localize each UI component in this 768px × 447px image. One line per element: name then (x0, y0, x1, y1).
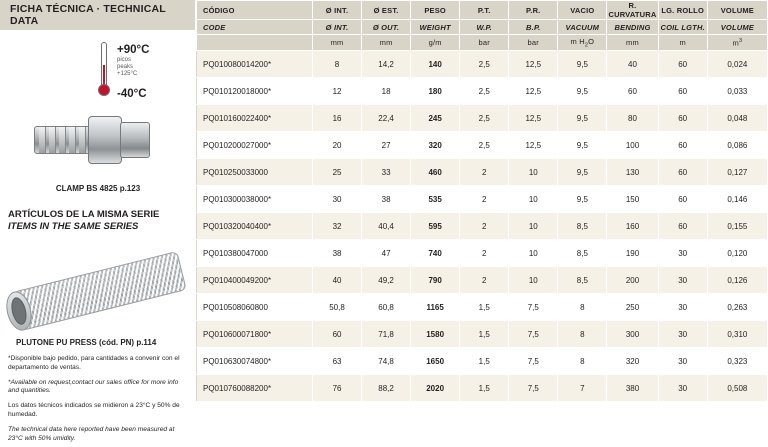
cell-weight: 140 (411, 51, 460, 78)
table-row (197, 159, 768, 186)
cell-out: 18 (362, 78, 411, 105)
th-unit-working-pressure: bar (460, 35, 509, 51)
cell-bending: 80 (607, 105, 658, 132)
cell-coil: 30 (658, 321, 707, 348)
th-code-en: CODE (197, 20, 313, 35)
cell-bp: 12,5 (509, 105, 558, 132)
cell-bp: 12,5 (509, 51, 558, 78)
cell-wp: 1,5 (460, 321, 509, 348)
cell-weight: 535 (411, 186, 460, 213)
th-unit-vacuum: m $H_2O$ (558, 35, 607, 51)
header-row-es (197, 1, 768, 20)
cell-vacuum: 9,5 (558, 159, 607, 186)
cell-volume: 0,127 (707, 159, 767, 186)
cell-bending: 130 (607, 159, 658, 186)
cell-weight: 1650 (411, 348, 460, 375)
page-title: FICHA TÉCNICA · TECHNICAL DATA (10, 3, 166, 27)
cell-volume: 0,048 (707, 105, 767, 132)
cell-out: 60,8 (362, 294, 411, 321)
cell-volume: 0,508 (707, 375, 767, 402)
cell-bending: 150 (607, 186, 658, 213)
cell-bp: 10 (509, 267, 558, 294)
left-panel (0, 0, 196, 447)
cell-weight: 595 (411, 213, 460, 240)
fitting-photo (8, 108, 188, 182)
cell-out: 71,8 (362, 321, 411, 348)
cell-int: 32 (312, 213, 361, 240)
cell-wp: 2 (460, 267, 509, 294)
cell-bp: 10 (509, 186, 558, 213)
table-row (197, 132, 768, 159)
th-unit-bending-radius: mm (607, 35, 658, 51)
table-row (197, 78, 768, 105)
table-row (197, 51, 768, 78)
cell-volume: 0,033 (707, 78, 767, 105)
th-vacuum-es: VACIO (558, 1, 607, 20)
cell-bp: 7,5 (509, 348, 558, 375)
th-working-pressure-en: W.P. (460, 20, 509, 35)
table-row (197, 375, 768, 402)
footnote-measurement-es: Los datos técnicos indicados se midieron a 23°C y 50% de humedad. (8, 402, 180, 419)
cell-wp: 2,5 (460, 132, 509, 159)
th-burst-pressure-en: B.P. (509, 20, 558, 35)
cell-vacuum: 8,5 (558, 213, 607, 240)
cell-int: 16 (312, 105, 361, 132)
cell-int: 40 (312, 267, 361, 294)
cell-out: 88,2 (362, 375, 411, 402)
cell-weight: 245 (411, 105, 460, 132)
cell-vacuum: 8 (558, 348, 607, 375)
cell-bending: 300 (607, 321, 658, 348)
th-outer-diameter-es: Ø EST. (362, 1, 411, 20)
cell-volume: 0,146 (707, 186, 767, 213)
cell-code: PQ010300038000* (197, 186, 313, 213)
cell-bp: 7,5 (509, 294, 558, 321)
table-row (197, 294, 768, 321)
cell-vacuum: 8,5 (558, 240, 607, 267)
cell-weight: 790 (411, 267, 460, 294)
cell-bp: 12,5 (509, 132, 558, 159)
cell-code: PQ010630074800* (197, 348, 313, 375)
table-row (197, 105, 768, 132)
th-code-es: CÓDIGO (197, 1, 313, 20)
table-row (197, 267, 768, 294)
cell-bp: 7,5 (509, 375, 558, 402)
thermometer-icon (96, 42, 112, 100)
cell-vacuum: 7 (558, 375, 607, 402)
th-coil-length-en: COIL LGTH. (658, 20, 707, 35)
cell-volume: 0,120 (707, 240, 767, 267)
cell-vacuum: 9,5 (558, 186, 607, 213)
table-head (197, 1, 768, 51)
cell-code: PQ010200027000* (197, 132, 313, 159)
hose-caption: PLUTONE PU PRESS (cód. PN) p.114 (16, 337, 157, 347)
cell-int: 50,8 (312, 294, 361, 321)
cell-code: PQ010320040400* (197, 213, 313, 240)
cell-coil: 30 (658, 240, 707, 267)
cell-wp: 1,5 (460, 294, 509, 321)
cell-weight: 2020 (411, 375, 460, 402)
cell-coil: 30 (658, 348, 707, 375)
footnotes (8, 355, 188, 444)
cell-coil: 60 (658, 78, 707, 105)
th-unit-coil-length: m (658, 35, 707, 51)
cell-int: 30 (312, 186, 361, 213)
cell-coil: 30 (658, 375, 707, 402)
cell-vacuum: 8 (558, 294, 607, 321)
cell-bending: 320 (607, 348, 658, 375)
cell-vacuum: 8,5 (558, 267, 607, 294)
cell-code: PQ010600071800* (197, 321, 313, 348)
cell-int: 8 (312, 51, 361, 78)
specifications-table (196, 0, 768, 402)
cell-wp: 2,5 (460, 51, 509, 78)
cell-weight: 180 (411, 78, 460, 105)
table-row (197, 348, 768, 375)
cell-coil: 60 (658, 186, 707, 213)
cell-coil: 60 (658, 213, 707, 240)
th-inner-diameter-en: Ø INT. (312, 20, 361, 35)
cell-volume: 0,086 (707, 132, 767, 159)
footnote-availability-en: *Available on request,contact our sales office for more info and quantities. (8, 378, 179, 395)
series-heading-en: ITEMS IN THE SAME SERIES (8, 220, 139, 232)
spec-table-panel (196, 0, 768, 447)
cell-weight: 1580 (411, 321, 460, 348)
cell-volume: 0,323 (707, 348, 767, 375)
cell-bending: 250 (607, 294, 658, 321)
footnote-availability-es: *Disponible bajo pedido, para cantidades a convenir con el departamento de ventas. (8, 354, 180, 371)
cell-code: PQ010120018000* (197, 78, 313, 105)
cell-coil: 60 (658, 159, 707, 186)
cell-volume: 0,126 (707, 267, 767, 294)
cell-int: 38 (312, 240, 361, 267)
th-vacuum-en: VACUUM (558, 20, 607, 35)
table-row (197, 213, 768, 240)
left-panel-header (0, 0, 196, 30)
cell-out: 33 (362, 159, 411, 186)
th-weight-en: WEIGHT (411, 20, 460, 35)
cell-int: 12 (312, 78, 361, 105)
cell-wp: 2 (460, 186, 509, 213)
temperature-peaks: picos peaks +125°C (117, 57, 138, 77)
cell-bp: 7,5 (509, 321, 558, 348)
cell-wp: 2,5 (460, 105, 509, 132)
cell-out: 40,4 (362, 213, 411, 240)
cell-int: 60 (312, 321, 361, 348)
th-volume-es: VOLUME (707, 1, 767, 20)
th-bending-radius-en: BENDING (607, 20, 658, 35)
cell-code: PQ010160022400* (197, 105, 313, 132)
cell-wp: 2 (460, 213, 509, 240)
cell-out: 27 (362, 132, 411, 159)
left-panel-body (0, 30, 196, 447)
clamp-fitting-illustration (34, 114, 154, 166)
cell-out: 49,2 (362, 267, 411, 294)
cell-out: 22,4 (362, 105, 411, 132)
th-outer-diameter-en: Ø OUT. (362, 20, 411, 35)
cell-bending: 200 (607, 267, 658, 294)
th-burst-pressure-es: P.R. (509, 1, 558, 20)
cell-bending: 160 (607, 213, 658, 240)
cell-coil: 60 (658, 51, 707, 78)
th-unit-burst-pressure: bar (509, 35, 558, 51)
cell-coil: 30 (658, 267, 707, 294)
th-coil-length-es: LG. ROLLO (658, 1, 707, 20)
collar-section (120, 122, 150, 158)
cell-int: 20 (312, 132, 361, 159)
cell-int: 63 (312, 348, 361, 375)
cell-vacuum: 8 (558, 321, 607, 348)
cell-wp: 2,5 (460, 78, 509, 105)
cell-wp: 2 (460, 240, 509, 267)
cell-code: PQ010760088200* (197, 375, 313, 402)
cell-bp: 10 (509, 159, 558, 186)
th-bending-radius-es: R. CURVATURA (608, 1, 657, 19)
series-heading-es: ARTÍCULOS DE LA MISMA SERIE (8, 209, 160, 220)
fitting-caption: CLAMP BS 4825 p.123 (55, 184, 141, 193)
cell-code: PQ010380047000 (197, 240, 313, 267)
cell-bending: 380 (607, 375, 658, 402)
hose-illustration (5, 222, 193, 356)
th-unit-volume: $m^3$ (707, 35, 767, 51)
th-unit-inner-diameter: mm (312, 35, 361, 51)
cell-code: PQ010508060800 (197, 294, 313, 321)
cell-code: PQ010400049200* (197, 267, 313, 294)
th-weight-es: PESO (411, 1, 460, 20)
hose-photo (8, 237, 188, 345)
cell-vacuum: 9,5 (558, 105, 607, 132)
th-inner-diameter-es: Ø INT. (312, 1, 361, 20)
cell-volume: 0,263 (707, 294, 767, 321)
cell-out: 14,2 (362, 51, 411, 78)
cell-coil: 60 (658, 105, 707, 132)
th-volume-en: VOLUME (707, 20, 767, 35)
cell-code: PQ010080014200* (197, 51, 313, 78)
cell-weight: 1165 (411, 294, 460, 321)
cell-coil: 30 (658, 294, 707, 321)
th-working-pressure-es: P.T. (460, 1, 509, 20)
table-row (197, 186, 768, 213)
cell-int: 76 (312, 375, 361, 402)
cell-volume: 0,310 (707, 321, 767, 348)
table-row (197, 240, 768, 267)
cell-out: 47 (362, 240, 411, 267)
cell-wp: 1,5 (460, 348, 509, 375)
cell-bending: 190 (607, 240, 658, 267)
cell-vacuum: 9,5 (558, 132, 607, 159)
temperature-min: -40°C (117, 87, 147, 100)
temperature-range (96, 42, 188, 100)
footnote-measurement-en: The technical data here reported have been measured at 23°C with 50% umidity. (8, 426, 175, 442)
cell-bp: 10 (509, 240, 558, 267)
th-unit-code (197, 35, 313, 51)
cell-weight: 460 (411, 159, 460, 186)
cell-vacuum: 9,5 (558, 78, 607, 105)
cell-bending: 100 (607, 132, 658, 159)
cell-bp: 10 (509, 213, 558, 240)
nut-section (88, 116, 122, 164)
cell-wp: 2 (460, 159, 509, 186)
cell-out: 74,8 (362, 348, 411, 375)
cell-bending: 40 (607, 51, 658, 78)
table-body (197, 51, 768, 402)
barb-section (34, 126, 92, 154)
header-row-units (197, 35, 768, 51)
cell-volume: 0,155 (707, 213, 767, 240)
cell-code: PQ010250033000 (197, 159, 313, 186)
cell-vacuum: 9,5 (558, 51, 607, 78)
cell-volume: 0,024 (707, 51, 767, 78)
cell-out: 38 (362, 186, 411, 213)
cell-coil: 60 (658, 132, 707, 159)
cell-bending: 60 (607, 78, 658, 105)
temperature-values (117, 42, 149, 100)
temperature-max: +90°C (117, 44, 150, 56)
cell-weight: 740 (411, 240, 460, 267)
th-unit-outer-diameter: mm (362, 35, 411, 51)
cell-int: 25 (312, 159, 361, 186)
table-row (197, 321, 768, 348)
th-unit-weight: g/m (411, 35, 460, 51)
cell-bp: 12,5 (509, 78, 558, 105)
header-row-en (197, 20, 768, 35)
cell-wp: 1,5 (460, 375, 509, 402)
cell-weight: 320 (411, 132, 460, 159)
